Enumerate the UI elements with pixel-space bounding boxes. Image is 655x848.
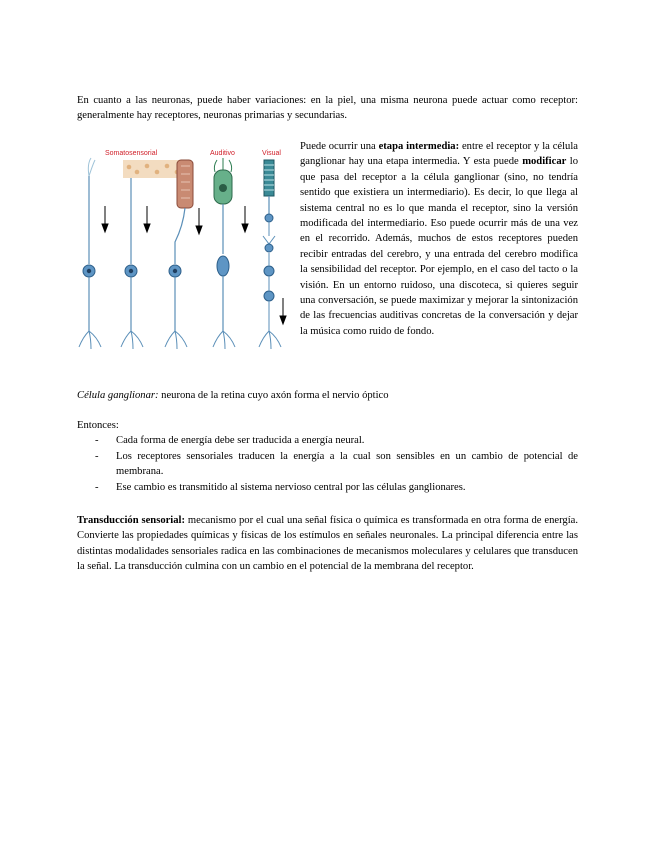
definition-text: neurona de la retina cuyo axón forma el nervio óptico: [158, 390, 389, 401]
wrap-text-1: Puede ocurrir una: [300, 141, 379, 152]
label-visual: Visual: [262, 150, 281, 157]
bullet-text: Cada forma de energía debe ser traducida a energía neural.: [116, 435, 365, 447]
intermediate-stage-paragraph: [300, 139, 578, 339]
transduction-text: mecanismo por el cual una señal física o química es transformada en otra forma de energía. Convierte las propiedades químicas y físicas de los estímulos en señales neuronales. La principal diferencia entre las distintas modalidades sensoriales radica en las combinaciones de mecanismos moleculares y celulares que transducen la señal. La transducción culmina con un cambio en el potencial de la membrana del receptor.: [77, 515, 579, 573]
neuron-auditory: [213, 158, 235, 349]
neuron-visual: [259, 160, 281, 349]
neuron-somatosensory-2: [121, 178, 143, 349]
bullet-text: Los receptores sensoriales traducen la energía a la cual son sensibles en un cambio de potencial de membrana.: [116, 450, 578, 478]
ganglion-cell-definition: [77, 388, 578, 403]
intro-paragraph: En cuanto a las neuronas, puede haber variaciones: en la piel, una misma neurona puede actuar como receptor: generalmente hay receptores, neuronas primarias y secundarias.: [77, 95, 578, 122]
receptor-neurons-figure: [77, 146, 292, 358]
bullet-dash: -: [95, 435, 99, 447]
list-item: [77, 449, 578, 480]
wrap-text-2: entre el receptor y la célula ganglionar hay una etapa intermedia. Y esta puede: [300, 141, 578, 168]
list-item: [77, 480, 578, 495]
label-somatosensorial: Somatosensorial: [105, 150, 158, 157]
label-auditivo: Auditivo: [210, 150, 235, 157]
wrap-text-3: lo que pasa del receptor a la célula ganglionar (sino, no tendría sentido que existiera un intermediario). Es decir, lo que llega al sistema central no es lo que manda el receptor, sino la versión modificada del intermediario. Eso puede ocurrir más de una vez en el recorrido. Además, muchos de estos receptores pueden recibir entradas del cerebro, y una entrada del cerebro modifica la sensibilidad del receptor. Por ejemplo, en el caso del tacto o la visión. En un entorno ruidoso, una discoteca, si quieres seguir una conversación, se puede maximizar y mejorar la sintonización de las frecuencias auditivas concretas de la conversación y dejar la música como ruido de fondo.: [300, 156, 578, 337]
neuron-somatosensory-1: [79, 158, 101, 349]
etapa-intermedia-term: etapa intermedia:: [378, 141, 460, 152]
neuron-somatosensory-3: [165, 160, 193, 349]
bullet-dash: -: [95, 450, 99, 462]
transduction-term: Transducción sensorial:: [77, 515, 186, 526]
bullet-dash: -: [95, 481, 99, 493]
entonces-list: [77, 433, 578, 495]
modificar-term: modificar: [522, 156, 567, 168]
entonces-section: [77, 418, 578, 495]
definition-term: Célula ganglionar:: [77, 390, 159, 401]
entonces-heading: Entonces:: [77, 420, 119, 431]
sensory-transduction-paragraph: [77, 513, 578, 575]
bullet-text: Ese cambio es transmitido al sistema nervioso central por las células ganglionares.: [116, 481, 466, 493]
list-item: [77, 433, 578, 448]
